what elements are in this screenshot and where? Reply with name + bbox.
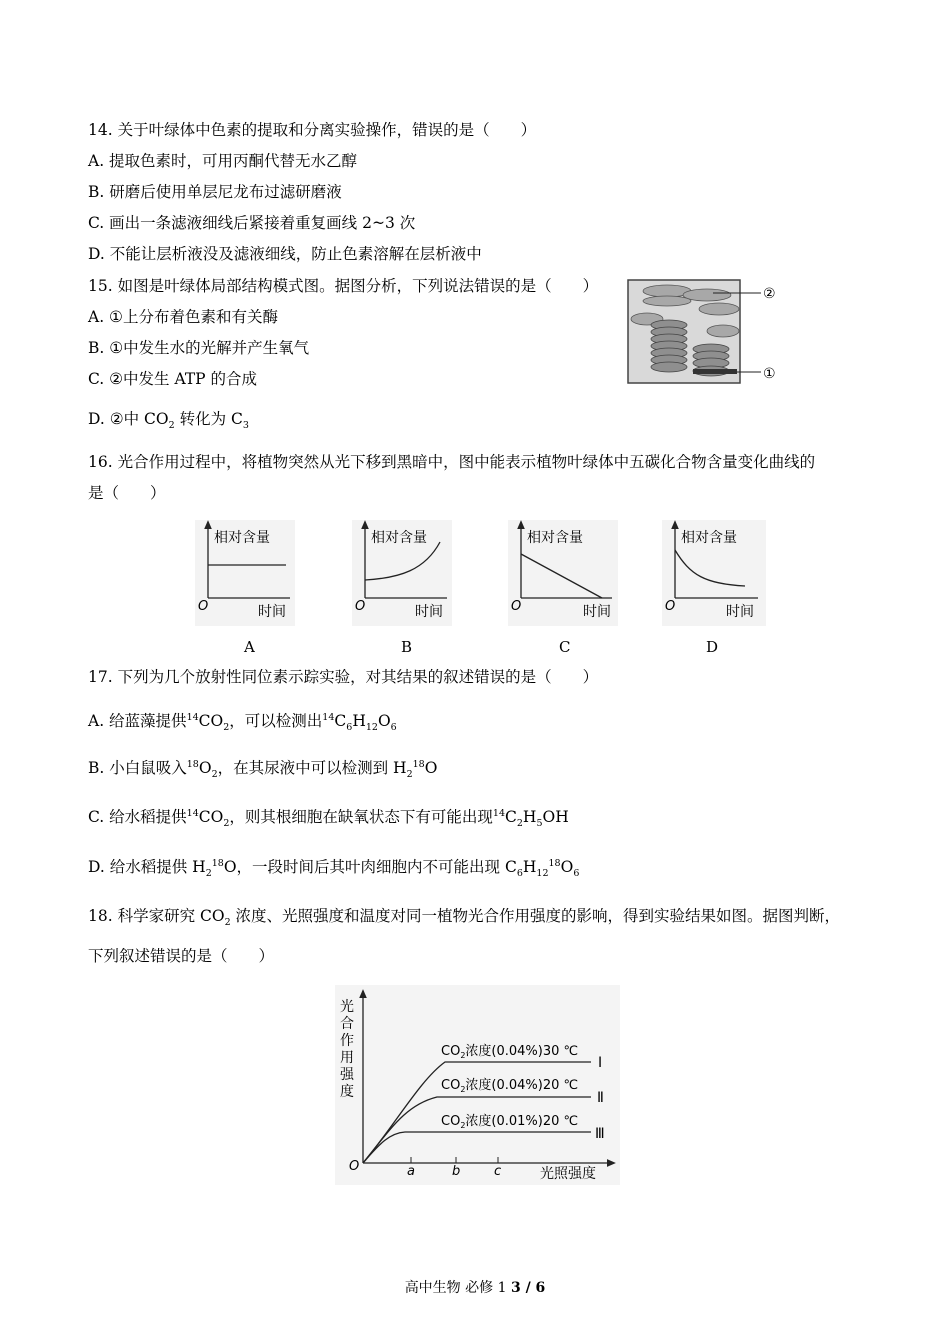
caption-b: B <box>401 638 413 656</box>
ylabel-char-1: 合 <box>340 1016 354 1032</box>
tick-c: c <box>494 1164 502 1179</box>
tick-b: b <box>452 1164 461 1179</box>
graph-d <box>662 520 766 626</box>
curve-2-label: $CO_2$浓度(0.04%)20 ℃ <box>441 1078 579 1094</box>
curve-1-label: $CO_2$浓度(0.04%)30 ℃ <box>441 1044 579 1060</box>
ylabel-char-2: 作 <box>340 1033 354 1049</box>
q14-option-c: C. 画出一条滤液细线后紧接着重复画线 2~3 次 <box>88 214 416 232</box>
q15-option-d: D. ②中 $CO_2$ 转化为 $C_3$ <box>88 410 249 432</box>
q16-stem-line2: 是（ ） <box>88 484 166 502</box>
graph-c-xlabel: 时间 <box>583 604 611 620</box>
q15-option-c: C. ②中发生 ATP 的合成 <box>88 370 258 388</box>
curve-2-roman: Ⅱ <box>597 1090 604 1106</box>
tick-a: a <box>407 1164 415 1179</box>
graph-a-ylabel: 相对含量 <box>214 530 270 546</box>
curve-3-roman: Ⅲ <box>595 1126 605 1142</box>
q17-option-b: B. 小白鼠吸入$^{18}O_2$，在其尿液中可以检测到 $H_2^{18}O$ <box>88 758 438 781</box>
q16-stem-line1: 16. 光合作用过程中，将植物突然从光下移到黑暗中，图中能表示植物叶绿体中五碳化合物含量变化曲线的 <box>88 453 816 471</box>
q18-xlabel: 光照强度 <box>540 1166 596 1182</box>
caption-a: A <box>244 638 255 656</box>
q18-origin: O <box>349 1159 360 1174</box>
q17-stem: 17. 下列为几个放射性同位素示踪实验，对其结果的叙述错误的是（ ） <box>88 668 599 686</box>
q18-stem-line1: 18. 科学家研究 $CO_2$ 浓度、光照强度和温度对同一植物光合作用强度的影响，得到实验结果如图。据图判断， <box>88 907 841 929</box>
label-2: ② <box>763 286 776 302</box>
ylabel-char-5: 度 <box>340 1084 354 1100</box>
page-number: 3 / 6 <box>510 1280 546 1296</box>
graph-b-origin: O <box>355 599 366 614</box>
curve-3-label: $CO_2$浓度(0.01%)20 ℃ <box>441 1114 579 1130</box>
ylabel-char-4: 强 <box>340 1067 354 1083</box>
graph-a-origin: O <box>198 599 209 614</box>
graph-d-xlabel: 时间 <box>726 604 754 620</box>
caption-d: D <box>706 638 719 656</box>
q17-option-c: C. 给水稻提供$^{14}CO_2$，则其根细胞在缺氧状态下有可能出现$^{14}C_2H_5OH$ <box>88 807 569 830</box>
graph-d-ylabel: 相对含量 <box>681 530 737 546</box>
page-footer: 高中生物 必修 1 3 / 6 <box>404 1280 546 1296</box>
q18-stem-line2: 下列叙述错误的是（ ） <box>88 947 275 965</box>
q17-option-a: A. 给蓝藻提供$^{14}CO_2$，可以检测出$^{14}C_6H_{12}O_6$ <box>88 711 397 734</box>
graph-b-ylabel: 相对含量 <box>371 530 427 546</box>
q17-option-d: D. 给水稻提供 $H_2^{18}O$，一段时间后其叶肉细胞内不可能出现 $C_6H_{12}^{18}O_6$ <box>88 857 580 880</box>
curve-1-roman: Ⅰ <box>598 1055 603 1071</box>
ylabel-char-0: 光 <box>340 999 354 1015</box>
q14-option-b: B. 研磨后使用单层尼龙布过滤研磨液 <box>88 183 342 201</box>
graph-c <box>508 520 618 626</box>
graph-b-xlabel: 时间 <box>415 604 443 620</box>
q14-option-d: D. 不能让层析液没及滤液细线，防止色素溶解在层析液中 <box>88 245 482 263</box>
q18-chart <box>335 985 620 1185</box>
graph-d-origin: O <box>665 599 676 614</box>
graph-c-origin: O <box>511 599 522 614</box>
q16-graphs <box>190 520 770 628</box>
q14-option-a: A. 提取色素时，可用丙酮代替无水乙醇 <box>88 152 358 170</box>
caption-c: C <box>559 638 571 656</box>
graph-c-ylabel: 相对含量 <box>527 530 583 546</box>
label-1: ① <box>763 366 776 382</box>
graph-a <box>195 520 295 626</box>
q15-option-b: B. ①中发生水的光解并产生氧气 <box>88 339 310 357</box>
chloroplast-structure-figure <box>627 279 797 385</box>
graph-a-xlabel: 时间 <box>258 604 286 620</box>
graph-b <box>352 520 452 626</box>
q15-option-a: A. ①上分布着色素和有关酶 <box>88 308 278 326</box>
q14-stem: 14. 关于叶绿体中色素的提取和分离实验操作，错误的是（ ） <box>88 121 537 139</box>
q15-stem: 15. 如图是叶绿体局部结构模式图。据图分析，下列说法错误的是（ ） <box>88 277 599 295</box>
ylabel-char-3: 用 <box>340 1050 354 1066</box>
